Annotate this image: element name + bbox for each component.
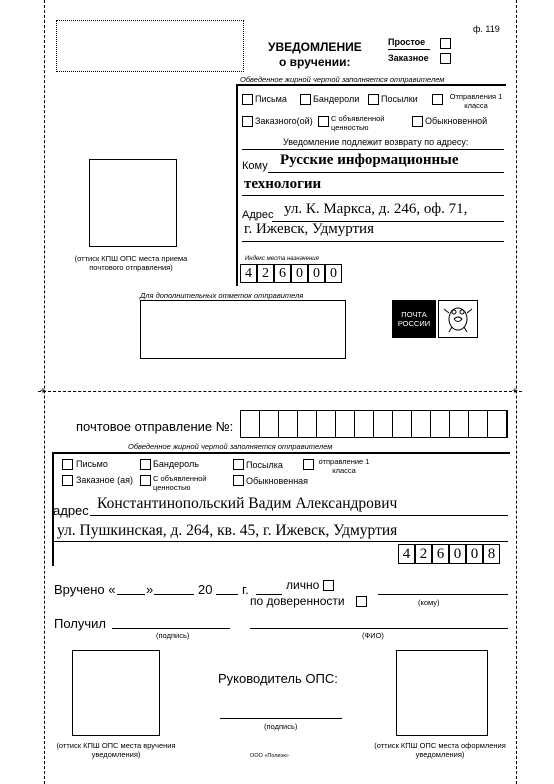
delivered-year-suffix: г. <box>242 582 249 597</box>
form-subtitle: о вручении: <box>279 55 351 69</box>
russian-post-logo <box>392 300 436 338</box>
postal-item-number-cells[interactable] <box>240 410 508 438</box>
mid-index-digit: 0 <box>449 544 466 564</box>
mid-ordinary-checkbox[interactable] <box>233 475 244 486</box>
top-letters-checkbox[interactable] <box>242 94 253 105</box>
address-line2: г. Ижевск, Удмуртия <box>244 221 374 237</box>
mid-ordinary-label: Обыкновенная <box>246 476 309 486</box>
top-parcels-checkbox[interactable] <box>368 94 379 105</box>
head-signature-caption: (подпись) <box>264 722 298 731</box>
mid-index-digit: 0 <box>466 544 483 564</box>
mid-letter-checkbox[interactable] <box>62 459 73 470</box>
middle-sender-note: Обведенное жирной чертой заполняется отправителем <box>128 442 333 451</box>
mid-declared-value-checkbox[interactable] <box>140 475 151 486</box>
by-proxy-label: по доверенности <box>250 594 345 608</box>
additional-marks-box[interactable] <box>140 300 346 359</box>
top-declared-value-checkbox[interactable] <box>318 116 329 127</box>
by-proxy-checkbox[interactable] <box>356 596 367 607</box>
received-signature-caption: (подпись) <box>156 631 190 640</box>
eagle-emblem-icon <box>438 300 478 338</box>
received-fio-field[interactable] <box>250 628 508 629</box>
delivered-year-prefix: 20 <box>198 582 213 597</box>
mid-index-digit: 2 <box>415 544 432 564</box>
delivered-day-field[interactable] <box>117 594 145 595</box>
mid-parcel-checkbox[interactable] <box>233 459 244 470</box>
top-index-digit: 6 <box>274 264 291 283</box>
receipt-stamp-box <box>89 159 177 247</box>
mid-index-digit: 4 <box>398 544 415 564</box>
recipient-address: ул. Пушкинская, д. 264, кв. 45, г. Ижевск, Удмуртия <box>57 522 398 539</box>
form-number: ф. 119 <box>473 24 500 34</box>
right-cross-mark: + <box>512 386 518 397</box>
top-ordinary-checkbox[interactable] <box>412 116 423 127</box>
simple-checkbox[interactable] <box>440 38 451 49</box>
top-registered-checkbox[interactable] <box>242 116 253 127</box>
mid-index-digit: 8 <box>483 544 500 564</box>
mid-parcel-label: Посылка <box>246 460 283 470</box>
delivery-stamp-caption: (оттиск КПШ ОПС места вручения уведомления) <box>56 741 176 759</box>
to-line2-underline <box>242 195 504 196</box>
left-cross-mark: + <box>40 386 46 397</box>
footer-text: ООО «Полиэк» <box>250 753 289 759</box>
top-index-digit: 2 <box>257 264 274 283</box>
mid-first-class-label: отправление 1 класса <box>318 457 370 475</box>
head-signature-field[interactable] <box>220 718 342 719</box>
delivered-year-field[interactable] <box>216 594 238 595</box>
top-parcels-small-label: Бандероли <box>313 94 360 104</box>
address-label: Адрес <box>242 209 274 221</box>
personally-checkbox[interactable] <box>323 580 334 591</box>
top-index-digit: 0 <box>308 264 325 283</box>
head-label: Руководитель ОПС: <box>218 671 338 686</box>
return-address-note: Уведомление подлежит возврату по адресу: <box>283 137 469 147</box>
recipient-address-underline <box>54 541 508 542</box>
receipt-stamp-caption: (оттиск КПШ ОПС места приема почтового отправления) <box>74 254 188 272</box>
logo-line1: ПОЧТА <box>401 310 427 319</box>
additional-marks-label: Для дополнительных отметок отправителя <box>140 291 304 300</box>
received-signature-field[interactable] <box>112 628 230 629</box>
mid-index-digit: 6 <box>432 544 449 564</box>
registration-stamp-caption: (оттиск КПШ ОПС места оформления уведомления) <box>374 741 506 759</box>
top-first-class-checkbox[interactable] <box>432 94 443 105</box>
registered-checkbox[interactable] <box>440 53 451 64</box>
received-fio-caption: (ФИО) <box>362 631 384 640</box>
to-line2: технологии <box>244 176 322 192</box>
top-sender-note: Обведенное жирной чертой заполняется отправителем <box>240 75 445 84</box>
to-line1: Русские информационные <box>280 152 459 168</box>
mid-first-class-checkbox[interactable] <box>303 459 314 470</box>
recipient-name: Константинопольский Вадим Александрович <box>97 495 398 512</box>
mid-registered-label: Заказное (ая) <box>76 475 133 485</box>
personally-label: лично <box>286 578 320 592</box>
registration-stamp-box <box>396 650 488 736</box>
top-parcels-small-checkbox[interactable] <box>300 94 311 105</box>
top-registered-label: Заказного(ой) <box>255 116 313 126</box>
form-title: УВЕДОМЛЕНИЕ <box>268 40 362 54</box>
address-line1: ул. К. Маркса, д. 246, оф. 71, <box>284 201 468 217</box>
top-letters-label: Письма <box>255 94 287 104</box>
top-index-digit: 0 <box>291 264 308 283</box>
mid-parcel-small-label: Бандероль <box>153 459 199 469</box>
registered-label: Заказное <box>388 53 429 63</box>
to-whom-field[interactable] <box>378 594 508 595</box>
logo-line2: РОССИИ <box>397 319 431 328</box>
postal-item-label: почтовое отправление №: <box>76 419 234 434</box>
mid-declared-value-label: С объявленной ценностью <box>153 474 207 492</box>
simple-label: Простое <box>388 37 426 47</box>
top-index-digit: 0 <box>325 264 342 283</box>
recipient-address-label: адрес <box>53 503 89 518</box>
received-label: Получил <box>54 616 106 631</box>
top-parcels-label: Посылки <box>381 94 418 104</box>
delivered-label: Вручено « <box>54 582 116 597</box>
delivered-month-field[interactable] <box>154 594 194 595</box>
delivered-quote-close: » <box>146 582 154 597</box>
title-underline <box>388 49 430 50</box>
mid-letter-label: Письмо <box>76 459 108 469</box>
to-label: Кому <box>242 160 268 172</box>
index-label: Индекс места назначения <box>245 256 319 262</box>
to-line1-underline <box>268 172 504 173</box>
mid-registered-checkbox[interactable] <box>62 475 73 486</box>
top-declared-value-label: С объявленной ценностью <box>331 114 385 132</box>
to-whom-caption: (кому) <box>418 598 440 607</box>
address-line2-underline <box>242 241 504 242</box>
mid-parcel-small-checkbox[interactable] <box>140 459 151 470</box>
middle-cut-line <box>38 391 522 392</box>
top-index-digit: 4 <box>240 264 257 283</box>
delivery-stamp-box <box>72 650 160 736</box>
return-note-underline <box>242 149 504 150</box>
top-first-class-label: Отправления 1 класса <box>449 92 503 110</box>
recipient-name-underline <box>90 515 508 516</box>
top-ordinary-label: Обыкновенной <box>425 116 488 126</box>
sender-stamp-area <box>56 20 244 72</box>
